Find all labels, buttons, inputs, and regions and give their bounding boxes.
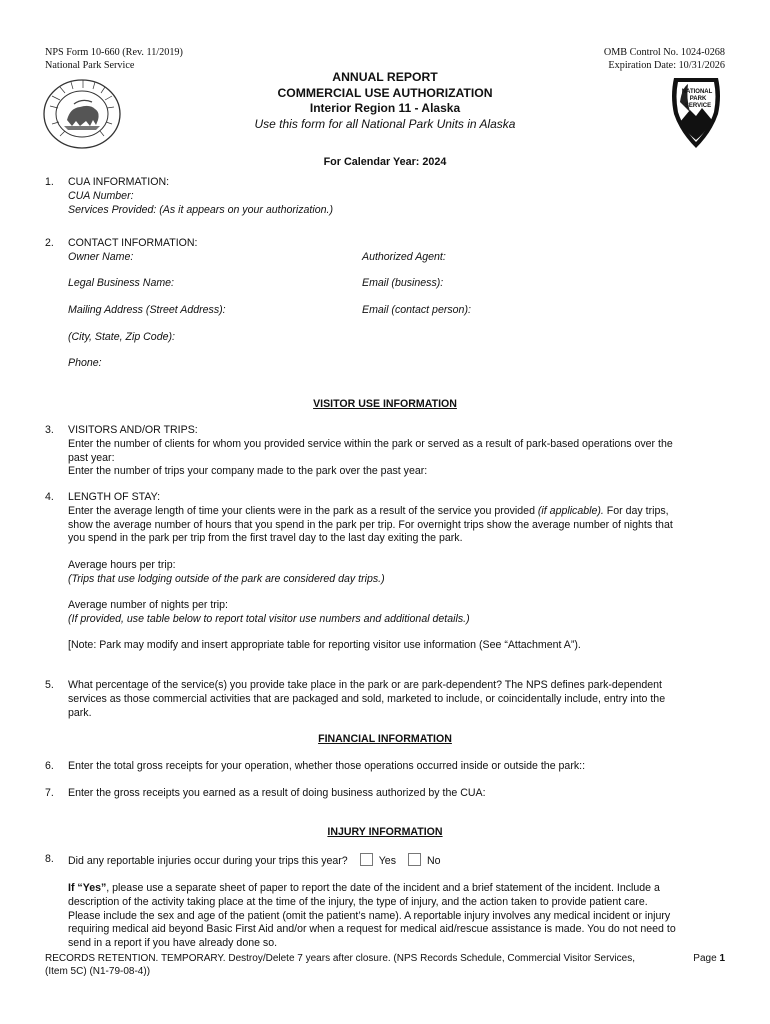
form-header-right (604, 46, 725, 73)
records-retention-line1: RECORDS RETENTION. TEMPORARY. Destroy/Delete 7 years after closure. (NPS Records Schedule, Commercial Visitor Services, (45, 953, 635, 964)
injury-instructions-line1 (68, 882, 728, 896)
if-yes-text: If “Yes” (68, 882, 107, 894)
form-number: NPS Form 10-660 (Rev. 11/2019) (45, 47, 183, 58)
total-gross-receipts-text: Enter the total gross receipts for your operation, whether those operations occurred inside or outside the park:: (68, 760, 586, 772)
trips-count-text: Enter the number of trips your company made to the park over the past year: (68, 465, 428, 478)
injury-instructions-line5: send in a report if you have already done so. (68, 937, 278, 950)
average-hours-block (68, 559, 728, 587)
visitor-use-heading: VISITOR USE INFORMATION (313, 398, 457, 410)
records-retention-line2: (Item 5C) (N1-79-08-4)) (45, 966, 151, 977)
length-of-stay-text-c: For day trips, (603, 504, 669, 517)
yes-label: Yes (378, 855, 396, 867)
contact-information-heading: CONTACT INFORMATION: (68, 237, 198, 249)
mailing-address-label: Mailing Address (Street Address): (68, 304, 226, 316)
records-retention-footer (45, 952, 725, 978)
no-label: No (427, 855, 441, 867)
nps-text-park: PARK (689, 96, 707, 102)
item-number-6: 6. (45, 760, 54, 772)
calendar-year: For Calendar Year: 2024 (323, 156, 447, 168)
injury-instructions-line2: description of the activity taking place at the time of the injury, the type of injury, and the action taken to provide patient care. (68, 895, 648, 908)
item-number-7: 7. (45, 787, 54, 799)
page-label: Page (693, 953, 720, 964)
title-instructions: Use this form for all National Park Units in Alaska (254, 116, 516, 131)
item-number-1: 1. (45, 176, 54, 188)
page-number (693, 952, 725, 965)
business-email-label: Email (business): (362, 277, 444, 289)
injury-information-heading: INJURY INFORMATION (327, 826, 443, 838)
cua-information-heading: CUA INFORMATION: (68, 176, 170, 188)
visitors-trips-heading: VISITORS AND/OR TRIPS: (68, 424, 198, 436)
authorized-agent-label: Authorized Agent: (362, 251, 446, 263)
agency-name: National Park Service (45, 60, 135, 72)
length-of-stay-heading: LENGTH OF STAY: (68, 491, 161, 503)
average-nights-label: Average number of nights per trip: (68, 599, 228, 611)
injury-question-row (68, 853, 728, 869)
owner-name-label: Owner Name: (68, 251, 134, 263)
cua-gross-receipts-text: Enter the gross receipts you earned as a result of doing business authorized by the CUA: (68, 787, 486, 799)
financial-information-heading: FINANCIAL INFORMATION (318, 733, 452, 745)
injury-instructions (68, 882, 728, 951)
park-dependent-line2: services as those commercial activities that are packaged and sold, marketed to include, or coincidentally include, entry into the (68, 692, 666, 705)
length-of-stay-text-a: Enter the average length of time your clients were in the park as a result of the service you provided (68, 504, 538, 517)
injury-question-text: Did any reportable injuries occur during your trips this year? (68, 855, 348, 867)
legal-business-name-label: Legal Business Name: (68, 277, 174, 289)
clients-served-text: Enter the number of clients for whom you provided service within the park or served as a result of park-based operations over the (68, 437, 673, 450)
city-state-zip-label: (City, State, Zip Code): (68, 331, 175, 343)
average-hours-label: Average hours per trip: (68, 559, 176, 571)
services-provided-label: Services Provided: (As it appears on your authorization.) (68, 203, 333, 216)
title-annual-report: ANNUAL REPORT (332, 70, 438, 84)
phone-label: Phone: (68, 357, 102, 369)
length-of-stay-line2: show the average number of hours that you spend in the park per trip. For overnight trips show the average number of nights that (68, 518, 673, 531)
form-header-left (45, 46, 183, 73)
item-number-8: 8. (45, 853, 54, 865)
item-number-3: 3. (45, 424, 54, 436)
yes-checkbox[interactable] (360, 853, 373, 866)
average-hours-note: (Trips that use lodging outside of the park are considered day trips.) (68, 572, 385, 585)
park-dependent-section (68, 679, 728, 720)
length-of-stay-line1 (68, 505, 728, 519)
nps-text-national: NATIONAL (681, 89, 713, 95)
injury-instructions-line3: Please include the sex and age of the patient (omit the patient’s name). A reportable injury involves any medical incident or injury (68, 909, 671, 922)
attachment-note: [Note: Park may modify and insert appropriate table for reporting visitor use information (See “Attachment A”). (68, 639, 581, 651)
injury-instructions-text1: , please use a separate sheet of paper to report the date of the incident and a brief statement of the incident. Include a (106, 882, 660, 894)
expiration-date: Expiration Date: 10/31/2026 (608, 60, 725, 72)
cua-number-label: CUA Number: (68, 189, 134, 202)
contact-email-label: Email (contact person): (362, 304, 471, 316)
length-of-stay-section (68, 491, 728, 546)
cua-information-section (68, 176, 728, 217)
item-number-4: 4. (45, 491, 54, 503)
title-region: Interior Region 11 - Alaska (309, 101, 461, 116)
clients-served-text-cont: past year: (68, 451, 115, 464)
page-number-value: 1 (719, 953, 725, 964)
average-nights-block (68, 599, 728, 627)
if-applicable-text: (if applicable). (537, 504, 604, 517)
average-nights-note: (If provided, use table below to report total visitor use numbers and additional details.) (68, 612, 470, 625)
no-checkbox[interactable] (408, 853, 421, 866)
injury-instructions-line4: requiring medical aid beyond Basic First Aid and/or when a request for medical aid/rescue assistance is made. You do not need to (68, 923, 676, 936)
nps-text-service: SERVICE (684, 103, 712, 109)
document-title (0, 70, 770, 132)
title-cua: COMMERCIAL USE AUTHORIZATION (277, 85, 493, 100)
item-number-5: 5. (45, 679, 54, 691)
park-dependent-line1: What percentage of the service(s) you provide take place in the park or are park-dependent? The NPS defines park-dependent (68, 679, 662, 691)
item-number-2: 2. (45, 237, 54, 249)
omb-control-number: OMB Control No. 1024-0268 (603, 47, 725, 58)
length-of-stay-line3: you spend in the park per trip from the first travel day to the last day exiting the park. (68, 532, 463, 545)
visitors-trips-section (68, 424, 728, 479)
park-dependent-line3: park. (68, 706, 92, 719)
